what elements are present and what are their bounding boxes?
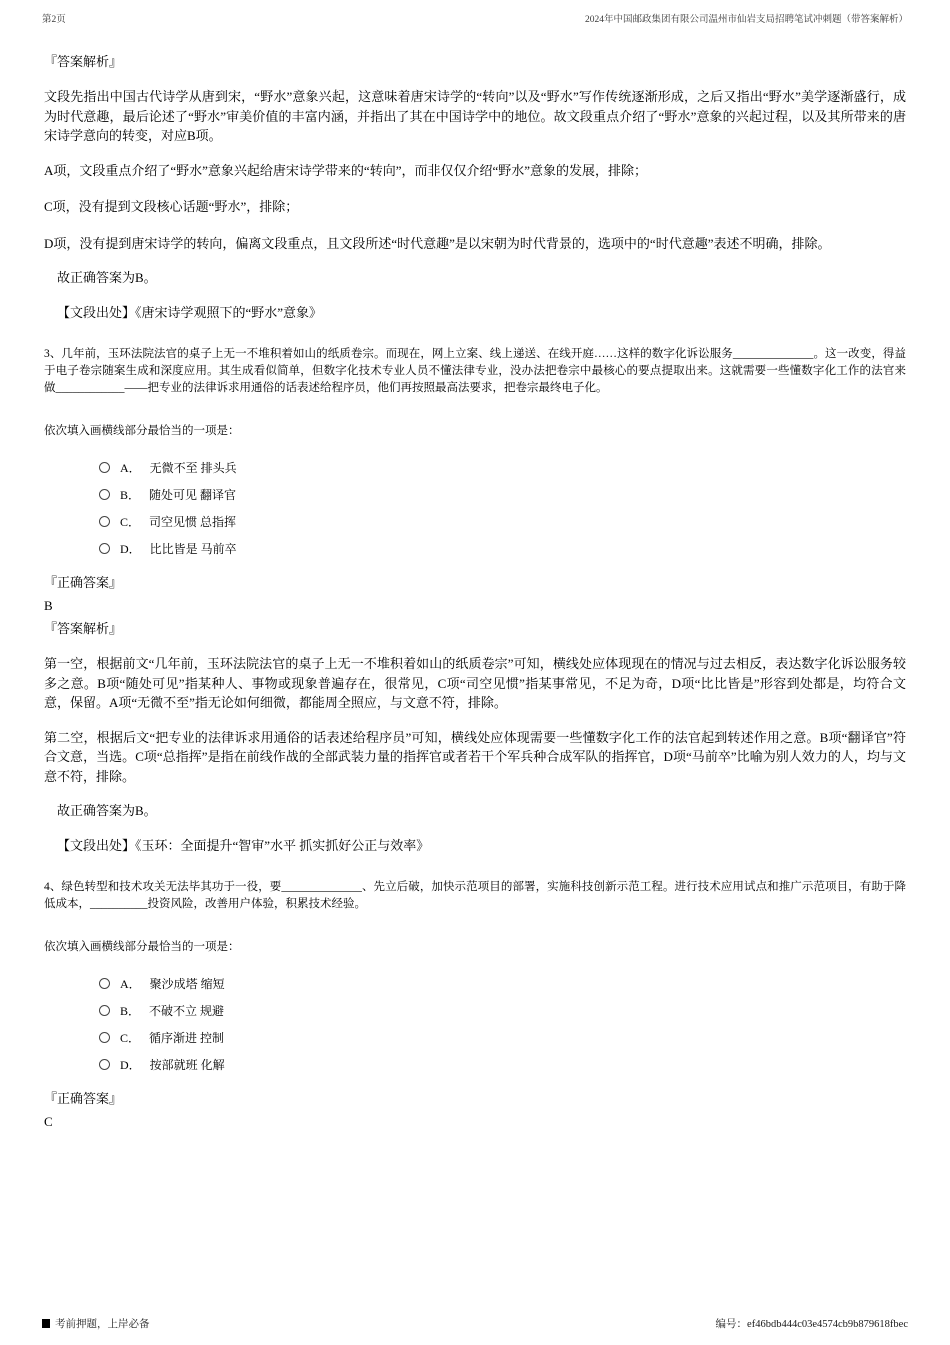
option-row-d[interactable]: [99, 535, 906, 562]
option-text: 无微不至 排头兵: [149, 461, 237, 475]
footer-slogan: 考前押题，上岸必备: [55, 1319, 150, 1330]
page-footer: [42, 1316, 908, 1331]
option-row-a[interactable]: [99, 454, 906, 481]
option-text: 随处可见 翻译官: [149, 488, 237, 502]
option-row-b[interactable]: [99, 997, 906, 1024]
question-4-options: [44, 970, 906, 1078]
page-number: 第2页: [42, 15, 66, 25]
analysis-label: 『答案解析』: [44, 621, 123, 636]
document-title: 2024年中国邮政集团有限公司温州市仙岩支局招聘笔试冲刺题（带答案解析）: [584, 15, 908, 25]
correct-answer-value: B: [44, 598, 53, 613]
conclusion-text: 故正确答案为B。: [57, 803, 157, 818]
option-letter: C．: [120, 1031, 141, 1045]
option-text: 聚沙成塔 缩短: [149, 977, 225, 991]
analysis-paragraph: 文段先指出中国古代诗学从唐到宋，“野水”意象兴起，这意味着唐宋诗学的“转向”以及“野水”写作传统逐渐形成，之后又指出“野水”美学逐渐盛行，成为时代意趣，最后论述了“野水”审美价值的丰富内涵，并指出了其在中国诗学中的地位。故文段重点介绍了“野水”意象的兴起过程，以及其所带来的唐宋诗学意向的转变，对应B项。: [44, 89, 906, 143]
footer-slogan-wrap: [42, 1316, 150, 1331]
analysis-label: 『答案解析』: [44, 54, 123, 69]
question-3-instruction: 依次填入画横线部分最恰当的一项是：: [44, 425, 240, 437]
question-3-options: [44, 454, 906, 562]
option-text: 按部就班 化解: [149, 1058, 225, 1072]
option-text: 司空见惯 总指挥: [149, 515, 237, 529]
option-letter: C．: [120, 515, 141, 529]
correct-answer-value: C: [44, 1114, 53, 1129]
option-text: 比比皆是 马前卒: [149, 542, 237, 556]
option-text: 不破不立 规避: [149, 1004, 225, 1018]
analysis-paragraph-option-c: C项，没有提到文段核心话题“野水”，排除；: [44, 199, 299, 214]
option-row-b[interactable]: [99, 481, 906, 508]
option-letter: B．: [120, 1004, 141, 1018]
option-text: 循序渐进 控制: [149, 1031, 225, 1045]
question-4-stem: 4、绿色转型和技术攻关无法毕其功于一役，要______________、先立后破，加快示范项目的部署，实施科技创新示范工程。进行技术应用试点和推广示范项目，有助于降低成本，__________投资风险，改善用户体验，积累技术经验。: [44, 881, 906, 910]
analysis-paragraph-blank1: 第一空，根据前文“几年前，玉环法院法官的桌子上无一不堆积着如山的纸质卷宗”可知，横线处应体现现在的情况与过去相反，表达数字化诉讼服务较多之意。B项“随处可见”指某种人、事物或现象普遍存在，很常见，C项“司空见惯”指某事常见，不足为奇，D项“比比皆是”形容到处都是，均符合文意，保留。A项“无微不至”指无论如何细微，都能周全照应，与文意不符，排除。: [44, 656, 906, 710]
conclusion-text: 故正确答案为B。: [57, 270, 157, 285]
option-letter: D．: [120, 542, 141, 556]
option-letter: D．: [120, 1058, 141, 1072]
question-4-instruction: 依次填入画横线部分最恰当的一项是：: [44, 941, 240, 953]
black-square-icon: [42, 1319, 50, 1328]
option-letter: B．: [120, 488, 141, 502]
option-row-a[interactable]: [99, 970, 906, 997]
radio-button-icon[interactable]: [99, 1032, 110, 1043]
question-3-stem: 3、几年前，玉环法院法官的桌子上无一不堆积着如山的纸质卷宗。而现在，网上立案、线上递送、在线开庭……这样的数字化诉讼服务______________。这一改变，得益于电子卷宗随案生成和深度应用。其生成看似简单，但数字化技术专业人员不懂法律专业，没办法把卷宗中最核心的要点提取出来。这就需要一些懂数字化工作的法官来做____________——把专业的法律诉求用通俗的话表述给程序员，他们再按照最高法要求，把卷宗最终电子化。: [44, 348, 906, 394]
radio-button-icon[interactable]: [99, 1005, 110, 1016]
page-header: [0, 0, 950, 26]
source-reference: 【文段出处】《玉环：全面提升“智审”水平 抓实抓好公正与效率》: [57, 837, 430, 853]
analysis-paragraph-option-d: D项，没有提到唐宋诗学的转向，偏离文段重点，且文段所述“时代意趣”是以宋朝为时代背景的，选项中的“时代意趣”表述不明确，排除。: [44, 235, 831, 251]
option-letter: A．: [120, 977, 141, 991]
correct-answer-label: 『正确答案』: [44, 575, 123, 590]
option-row-c[interactable]: [99, 508, 906, 535]
option-letter: A．: [120, 461, 141, 475]
option-row-d[interactable]: [99, 1051, 906, 1078]
radio-button-icon[interactable]: [99, 489, 110, 500]
radio-button-icon[interactable]: [99, 516, 110, 527]
radio-button-icon[interactable]: [99, 462, 110, 473]
source-reference: 【文段出处】《唐宋诗学观照下的“野水”意象》: [57, 304, 323, 320]
analysis-paragraph-option-a: A项，文段重点介绍了“野水”意象兴起给唐宋诗学带来的“转向”，而非仅仅介绍“野水”意象的发展，排除；: [44, 162, 648, 178]
radio-button-icon[interactable]: [99, 978, 110, 989]
radio-button-icon[interactable]: [99, 1059, 110, 1070]
document-id: 编号：ef46bdb444c03e4574cb9b879618fbec: [715, 1319, 908, 1330]
option-row-c[interactable]: [99, 1024, 906, 1051]
radio-button-icon[interactable]: [99, 543, 110, 554]
document-body: [0, 26, 950, 1132]
analysis-paragraph-blank2: 第二空，根据后文“把专业的法律诉求用通俗的话表述给程序员”可知，横线处应体现需要一些懂数字化工作的法官起到转述作用之意。B项“翻译官”符合文意，当选。C项“总指挥”是指在前线作战的全部武装力量的指挥官或者若干个军兵种合成军队的指挥官，D项“马前卒”比喻为别人效力的人，均与文意不符，排除。: [44, 729, 906, 784]
correct-answer-label: 『正确答案』: [44, 1091, 123, 1106]
